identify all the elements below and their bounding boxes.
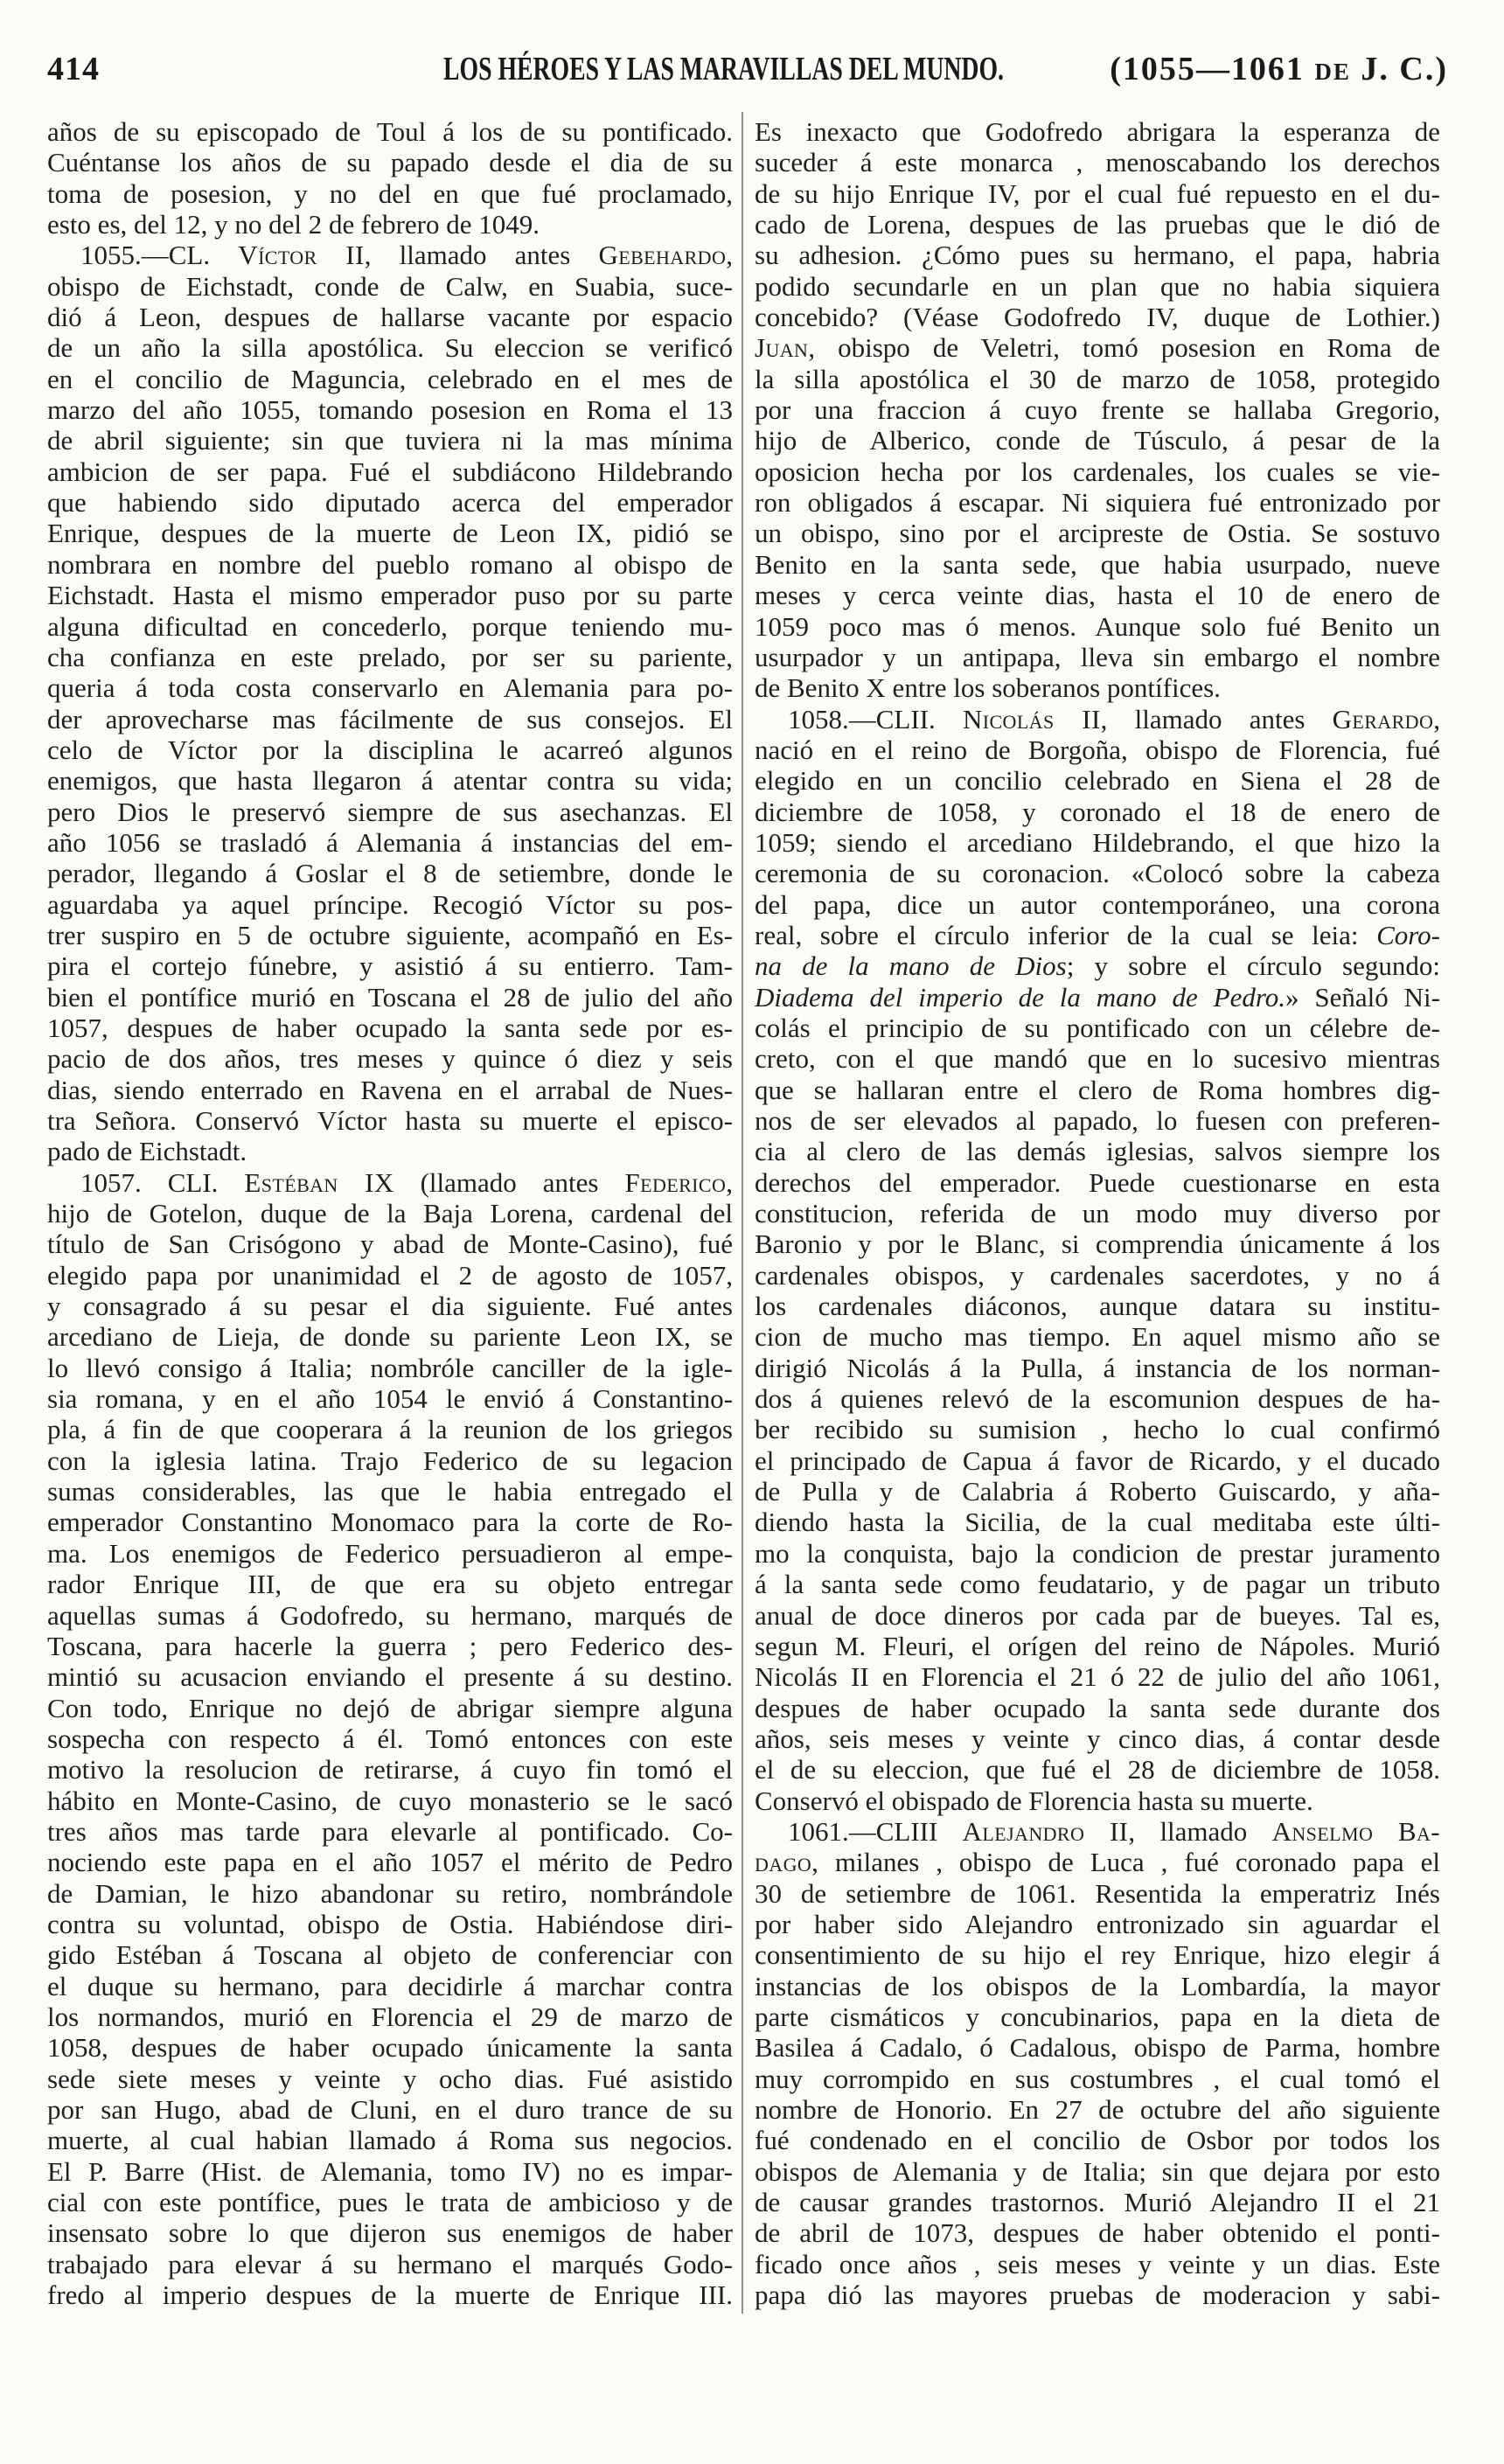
text-line: [755, 950, 1440, 981]
text-line: motivo la resolucion de retirarse, á cuyo fin tomó el: [47, 1754, 733, 1785]
text-line: los cardenales diáconos, aunque datara su institu-: [755, 1291, 1440, 1322]
text-line: aguardaba ya aquel príncipe. Recogió Víctor su pos-: [47, 888, 733, 920]
text-line: del papa, dice un autor contemporáneo, una corona: [755, 888, 1440, 920]
text-line: á la santa sede como feudatario, y de pagar un tributo: [755, 1569, 1440, 1600]
text-line: Con todo, Enrique no dejó de abrigar siempre alguna: [47, 1692, 733, 1723]
text-line: diendo hasta la Sicilia, de la cual meditaba este últi-: [755, 1507, 1440, 1538]
text-line: papa dió las mayores pruebas de moderacion y sabi-: [755, 2280, 1440, 2311]
text-line: alguna dificultad en concederlo, porque teniendo mu-: [47, 610, 733, 642]
text-line: cia al clero de las demás iglesias, salvos siempre los: [755, 1136, 1440, 1167]
text-line: dirigió Nicolás á la Pulla, á instancia de los norman-: [755, 1352, 1440, 1383]
text-line: cado de Lorena, despues de las pruebas que le dió de: [755, 209, 1440, 240]
text-line: tres años mas tarde para elevarle al pontificado. Co-: [47, 1815, 733, 1847]
text-line: 1059 poco mas ó menos. Aunque solo fué Benito un: [755, 610, 1440, 642]
text-line: ceremonia de su coronacion. «Colocó sobre la cabeza: [755, 858, 1440, 889]
text-line: pla, á fin de que cooperara á la reunion de los griegos: [47, 1414, 733, 1445]
text-run: 1055.—CL.: [80, 240, 239, 271]
text-line: en el concilio de Maguncia, celebrado en el mes de: [47, 363, 733, 394]
text-run: , llamado: [1128, 1815, 1272, 1847]
text-line: parte cismáticos y concubinarios, papa en la dieta de: [755, 2001, 1440, 2032]
text-line: de Benito X entre los soberanos pontífices.: [755, 672, 1221, 704]
text-line: der aprovecharse mas fácilmente de sus consejos. El: [47, 703, 733, 734]
text-line: perador, llegando á Goslar el 8 de setiembre, donde le: [47, 858, 733, 889]
text-line: contra su voluntad, obispo de Ostia. Habiéndose diri-: [47, 1908, 733, 1939]
text-line: instancias de los obispos de la Lombardía, la mayor: [755, 1970, 1440, 2001]
text-run: , llamado antes: [364, 240, 599, 271]
text-line: rador Enrique III, de que era su objeto entregar: [47, 1569, 733, 1600]
text-line: que se hallaran entre el clero de Roma hombres dig-: [755, 1074, 1440, 1105]
text-line: dió á Leon, despues de hallarse vacante por espacio: [47, 302, 733, 333]
text-line: año 1056 se trasladó á Alemania á instancias del em-: [47, 826, 733, 858]
text-line: 1058, despues de haber ocupado únicamente la santa: [47, 2032, 733, 2064]
text-line: Cuéntanse los años de su papado desde el dia de su: [47, 147, 733, 178]
text-line: mintió su acusacion enviando el presente á su destino.: [47, 1661, 733, 1693]
text-line: tra Señora. Conservó Víctor hasta su muerte el episco-: [47, 1105, 733, 1136]
text-line: su adhesion. ¿Cómo pues su hermano, el papa, habria: [755, 240, 1440, 271]
text-line: diciembre de 1058, y coronado el 18 de enero de: [755, 796, 1440, 827]
text-line: ber recibido su sumision , hecho lo cual confirmó: [755, 1414, 1440, 1445]
text-line: cion de mucho mas tiempo. En aquel mismo año se: [755, 1321, 1440, 1353]
text-line: el de su eleccion, que fué el 28 de diciembre de 1058.: [755, 1754, 1440, 1785]
text-line: trabajado para elevar á su hermano el marqués Godo-: [47, 2248, 733, 2280]
right-column: [755, 116, 1440, 2310]
text-line: elegido papa por unanimidad el 2 de agosto de 1057,: [47, 1259, 733, 1291]
text-line: ficado once años , seis meses y veinte y un dias. Este: [755, 2248, 1440, 2280]
small-caps-name: Federico: [624, 1166, 727, 1198]
text-line: toma de posesion, y no del en que fué proclamado,: [47, 177, 733, 209]
text-line: título de San Crisógono y abad de Monte-Casino), fué: [47, 1229, 733, 1260]
left-column: [47, 116, 733, 2310]
text-line: cial con este pontífice, pues le trata de ambicioso y de: [47, 2187, 733, 2218]
date-range: [1110, 49, 1448, 89]
text-run: ,: [726, 1166, 733, 1198]
text-line: la silla apostólica el 30 de marzo de 1058, protegido: [755, 363, 1440, 394]
text-line: de Damian, le hizo abandonar su retiro, nombrándole: [47, 1877, 733, 1909]
small-caps-name: Anselmo Ba-: [1271, 1815, 1440, 1847]
text-line: por una fraccion á cuyo frente se hallaba Gregorio,: [755, 394, 1440, 426]
text-line: El P. Barre (Hist. de Alemania, tomo IV) no es impar-: [47, 2155, 733, 2187]
small-caps-name: Alejandro II: [962, 1815, 1129, 1847]
text-line: [755, 920, 1440, 950]
text-line: podido secundarle en un plan que no habia siquiera: [755, 270, 1440, 302]
text-line: nos de ser elevados al papado, lo fuesen con preferen-: [755, 1105, 1440, 1136]
text-line: 1057, despues de haber ocupado la santa sede por es-: [47, 1012, 733, 1043]
text-line: nociendo este papa en el año 1057 el mérito de Pedro: [47, 1847, 733, 1878]
text-line: lo llevó consigo á Italia; nombróle canciller de la igle-: [47, 1352, 733, 1383]
text-line: nombre de Honorio. En 27 de octubre del año siguiente: [755, 2094, 1440, 2125]
text-run: (llamado antes: [393, 1166, 625, 1198]
text-line: meses y cerca veinte dias, hasta el 10 de enero de: [755, 580, 1440, 611]
text-line: queria á toda costa conservarlo en Alemania para po-: [47, 672, 733, 704]
italic-quote: na de la mano de Dios: [755, 950, 1067, 982]
text-line: el duque su hermano, para decidirle á marchar contra: [47, 1970, 733, 2001]
text-run: ,: [726, 240, 733, 271]
text-line: hijo de Alberico, conde de Túsculo, á pesar de la: [755, 425, 1440, 456]
text-line: cardenales obispos, y cardenales sacerdotes, y no á: [755, 1259, 1440, 1291]
italic-quote: Coro-: [1376, 919, 1440, 950]
text-line: esto es, del 12, y no del 2 de febrero de 1049.: [47, 209, 540, 240]
text-line: 30 de setiembre de 1061. Resentida la emperatriz Inés: [755, 1877, 1440, 1909]
text-line: que habiendo sido diputado acerca del emperador: [47, 487, 733, 519]
text-line: pacio de dos años, tres meses y quince ó diez y seis: [47, 1043, 733, 1075]
text-line: años, seis meses y veinte y cinco dias, á contar desde: [755, 1723, 1440, 1754]
text-line: obispo de Eichstadt, conde de Calw, en Suabia, suce-: [47, 270, 733, 302]
text-line: Basilea á Cadalo, ó Cadalous, obispo de Parma, hombre: [755, 2032, 1440, 2064]
text-run: ,: [1433, 703, 1440, 734]
text-run: 1057. CLI.: [80, 1166, 245, 1198]
text-run: » Señaló Ni-: [1285, 981, 1440, 1013]
text-line: y consagrado á su pesar el dia siguiente. Fué antes: [47, 1291, 733, 1322]
text-line: Nicolás II en Florencia el 21 ó 22 de julio del año 1061,: [755, 1661, 1440, 1693]
text-line: gido Estéban á Toscana al objeto de conferenciar con: [47, 1939, 733, 1971]
small-caps-name: Víctor II: [238, 240, 365, 271]
text-line: bien el pontífice murió en Toscana el 28 de julio del año: [47, 981, 733, 1013]
text-line: ma. Los enemigos de Federico persuadieron al empe-: [47, 1537, 733, 1569]
text-line: obispos de Alemania y de Italia; sin que dejara por esto: [755, 2155, 1440, 2187]
small-caps-name: dago: [755, 1847, 812, 1878]
text-line: consentimiento de su hijo el rey Enrique, hizo elegir á: [755, 1939, 1440, 1971]
text-line: Conservó el obispado de Florencia hasta su muerte.: [755, 1785, 1313, 1816]
text-line: aquellas sumas á Godofredo, su hermano, marqués de: [47, 1599, 733, 1631]
small-caps-name: Gebehardo: [598, 240, 727, 271]
text-line: de su hijo Enrique IV, por el cual fué repuesto en el du-: [755, 177, 1440, 209]
text-line: [755, 1847, 1440, 1877]
text-line: suceder á este monarca , menoscabando los derechos: [755, 147, 1440, 178]
text-line: creto, con el que mandó que en lo sucesivo mientras: [755, 1043, 1440, 1075]
text-line: [755, 1816, 1440, 1847]
text-line: hijo de Gotelon, duque de la Baja Lorena, cardenal del: [47, 1198, 733, 1229]
text-line: de causar grandes trastornos. Murió Alejandro II el 21: [755, 2187, 1440, 2218]
text-line: Enrique, despues de la muerte de Leon IX, pidió se: [47, 518, 733, 549]
small-caps-name: Nicolás II: [962, 703, 1101, 734]
text-line: fredo al imperio despues de la muerte de Enrique III.: [47, 2280, 733, 2311]
small-caps-name: Juan: [755, 332, 809, 364]
text-line: pado de Eichstadt.: [47, 1136, 247, 1167]
text-line: [755, 704, 1440, 734]
text-line: con la iglesia latina. Trajo Federico de su legacion: [47, 1444, 733, 1476]
text-run: ; y sobre el círculo segundo:: [1066, 950, 1440, 982]
text-run: real, sobre el círculo inferior de la cual se leia:: [755, 919, 1377, 950]
date-range-era: J. C.): [1361, 51, 1448, 87]
text-line: colás el principio de su pontificado con un célebre de-: [755, 1012, 1440, 1043]
text-line: Baronio y por le Blanc, si comprendia únicamente á los: [755, 1229, 1440, 1260]
text-line: emperador Constantino Monomaco para la corte de Ro-: [47, 1507, 733, 1538]
small-caps-name: Estéban IX: [244, 1166, 394, 1198]
text-line: mo la conquista, bajo la condicion de prestar juramento: [755, 1537, 1440, 1569]
page-number: 414: [47, 51, 100, 87]
text-line: 1059; siendo el arcediano Hildebrando, el que hizo la: [755, 826, 1440, 858]
text-line: muy corrompido en sus costumbres , el cual tomó el: [755, 2063, 1440, 2094]
text-line: sia romana, y en el año 1054 le envió á Constantino-: [47, 1383, 733, 1415]
text-run: 1058.—CLII.: [788, 703, 963, 734]
text-line: de abril de 1073, despues de haber obtenido el ponti-: [755, 2217, 1440, 2249]
running-title: LOS HÉROES Y LAS MARAVILLAS DEL MUNDO.: [443, 51, 1004, 87]
text-line: nació en el reino de Borgoña, obispo de Florencia, fué: [755, 734, 1440, 765]
text-line: sede siete meses y veinte y ocho dias. Fué asistido: [47, 2063, 733, 2094]
text-line: el principado de Capua á favor de Ricardo, y el ducado: [755, 1444, 1440, 1476]
text-line: elegido en un concilio celebrado en Siena el 28 de: [755, 765, 1440, 797]
column-rule: [742, 112, 743, 2314]
text-line: pero Dios le preservó siempre de sus asechanzas. El: [47, 796, 733, 827]
text-line: ron obligados á escapar. Ni siquiera fué entronizado por: [755, 487, 1440, 519]
text-line: dias, siendo enterrado en Ravena en el arrabal de Nues-: [47, 1074, 733, 1105]
text-line: ambicion de ser papa. Fué el subdiácono Hildebrando: [47, 456, 733, 487]
text-run: , milanes , obispo de Luca , fué coronado papa el: [811, 1847, 1440, 1878]
text-line: pira el cortejo fúnebre, y asistió á su entierro. Tam-: [47, 950, 733, 982]
text-line: oposicion hecha por los cardenales, los cuales se vie-: [755, 456, 1440, 487]
text-line: sumas considerables, las que le habia entregado el: [47, 1476, 733, 1507]
text-line: dos á quienes relevó de la escomunion despues de ha-: [755, 1383, 1440, 1415]
text-line: anual de doce dineros por cada par de bueyes. Tal es,: [755, 1599, 1440, 1631]
text-line: despues de haber ocupado la santa sede durante dos: [755, 1692, 1440, 1723]
text-line: derechos del emperador. Puede cuestionarse en esta: [755, 1166, 1440, 1198]
text-line: insensato sobre lo que dijeron sus enemigos de haber: [47, 2217, 733, 2249]
text-line: Es inexacto que Godofredo abrigara la esperanza de: [755, 116, 1440, 147]
text-line: muerte, al cual habian llamado á Roma sus negocios.: [47, 2125, 733, 2156]
text-line: constitucion, referida de un modo muy diverso por: [755, 1198, 1440, 1229]
text-line: sospecha con respecto á él. Tomó entonces con este: [47, 1723, 733, 1754]
text-line: Toscana, para hacerle la guerra ; pero Federico des-: [47, 1630, 733, 1661]
text-line: de un año la silla apostólica. Su eleccion se verificó: [47, 332, 733, 364]
text-line: segun M. Fleuri, el orígen del reino de Nápoles. Murió: [755, 1630, 1440, 1661]
text-line: marzo del año 1055, tomando posesion en Roma el 13: [47, 394, 733, 426]
text-line: cha confianza en este prelado, por ser su pariente,: [47, 641, 733, 672]
text-line: [755, 982, 1440, 1013]
text-line: hábito en Monte-Casino, de cuyo monasterio se le sacó: [47, 1785, 733, 1816]
date-range-de: de: [1314, 51, 1351, 87]
text-line: un obispo, sino por el arcipreste de Ostia. Se sostuvo: [755, 518, 1440, 549]
text-run: , obispo de Veletri, tomó posesion en Roma de: [808, 332, 1440, 364]
italic-quote: Diadema del imperio de la mano de Pedro.: [755, 981, 1286, 1013]
text-line: arcediano de Lieja, de donde su pariente Leon IX, se: [47, 1321, 733, 1353]
text-line: usurpador y un antipapa, lleva sin embargo el nombre: [755, 641, 1440, 672]
text-line: por san Hugo, abad de Cluni, en el duro trance de su: [47, 2094, 733, 2125]
text-line: de Pulla y de Calabria á Roberto Guiscardo, y aña-: [755, 1476, 1440, 1507]
text-line: trer suspiro en 5 de octubre siguiente, acompañó en Es-: [47, 919, 733, 950]
text-line: [47, 240, 733, 270]
small-caps-name: Gerardo: [1332, 703, 1434, 734]
date-range-years: (1055—1061: [1110, 51, 1305, 87]
text-line: Eichstadt. Hasta el mismo emperador puso por su parte: [47, 580, 733, 611]
text-line: por haber sido Alejandro entronizado sin aguardar el: [755, 1908, 1440, 1939]
text-line: concebido? (Véase Godofredo IV, duque de Lothier.): [755, 302, 1440, 333]
text-line: fué condenado en el concilio de Osbor por todos los: [755, 2125, 1440, 2156]
text-line: nombrara en nombre del pueblo romano al obispo de: [47, 548, 733, 580]
text-line: de abril siguiente; sin que tuviera ni la mas mínima: [47, 425, 733, 456]
text-run: 1061.—CLIII: [788, 1815, 963, 1847]
text-line: celo de Víctor por la disciplina le acarreó algunos: [47, 734, 733, 765]
text-line: años de su episcopado de Toul á los de su pontificado.: [47, 116, 733, 147]
text-run: , llamado antes: [1100, 703, 1333, 734]
text-line: los normandos, murió en Florencia el 29 de marzo de: [47, 2001, 733, 2032]
text-line: enemigos, que hasta llegaron á atentar contra su vida;: [47, 765, 733, 797]
text-line: [755, 332, 1440, 363]
text-line: [47, 1167, 733, 1198]
text-line: Benito en la santa sede, que habia usurpado, nueve: [755, 548, 1440, 580]
